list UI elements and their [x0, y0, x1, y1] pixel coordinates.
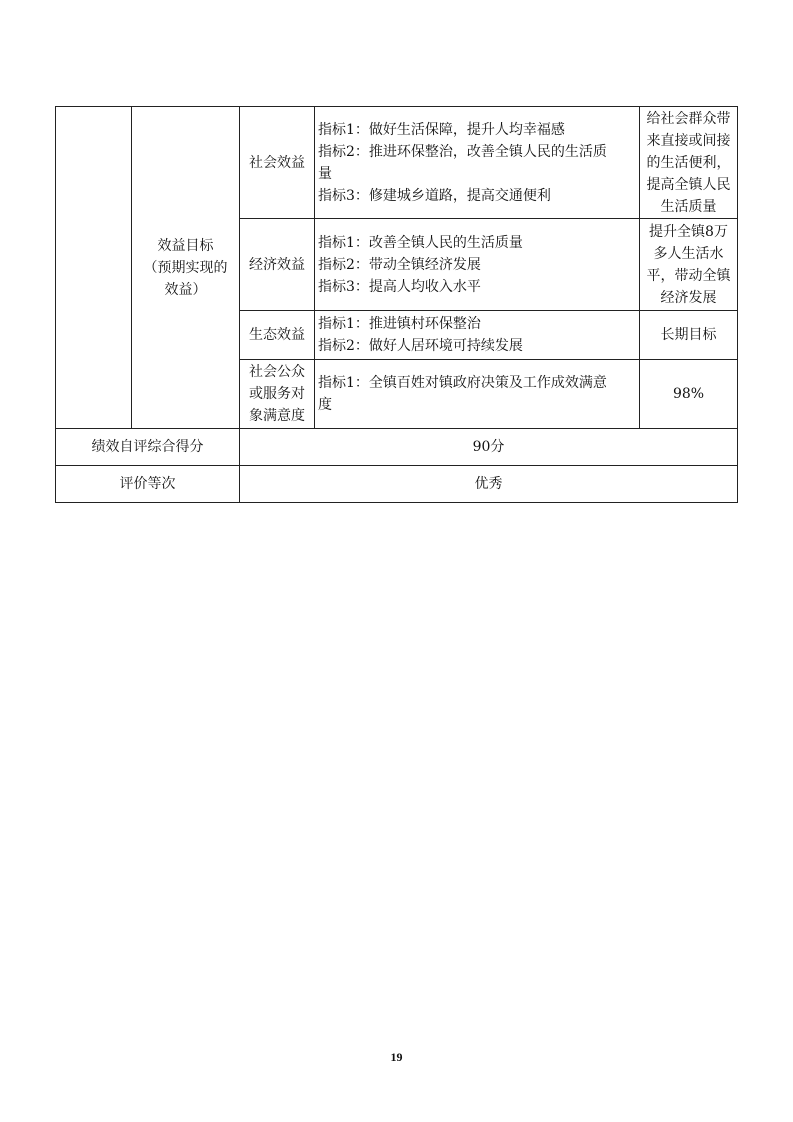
indicator-line: 指标2：带动全镇经济发展 [318, 256, 481, 273]
result-cell-satisfaction [640, 360, 738, 429]
type-cell-satisfaction [240, 360, 315, 429]
grade-row [56, 466, 738, 503]
result-cell-economic [640, 219, 738, 311]
result-line: 生活质量 [660, 198, 717, 215]
performance-table [55, 106, 738, 503]
indicator-line: 量 [318, 165, 332, 182]
type-label: 生态效益 [249, 327, 305, 343]
result-line: 给社会群众带 [646, 110, 731, 127]
indicator-line: 指标3：提高人均收入水平 [318, 278, 481, 295]
result-line: 长期目标 [660, 327, 717, 343]
grade-value: 优秀 [240, 466, 738, 503]
indicator-line: 指标2：做好人居环境可持续发展 [318, 338, 523, 354]
indicator-line: 指标1：推进镇村环保整治 [318, 316, 481, 332]
type-cell-social [240, 107, 315, 219]
indicator-line: 指标2：推进环保整治，改善全镇人民的生活质 [318, 143, 607, 160]
result-line: 来直接或间接 [646, 132, 731, 149]
category-label-line: 效益） [164, 281, 207, 298]
result-line: 平，带动全镇 [646, 267, 731, 284]
result-cell-ecological [640, 311, 738, 360]
indicators-cell-economic [315, 219, 640, 311]
type-cell-ecological [240, 311, 315, 360]
result-line: 提高全镇人民 [646, 176, 731, 193]
indicator-line: 度 [318, 397, 332, 413]
category-label-line: 效益目标 [157, 237, 214, 254]
grade-label: 评价等次 [56, 466, 240, 503]
indicator-line: 指标3：修建城乡道路，提高交通便利 [318, 187, 551, 204]
result-line: 98% [672, 386, 705, 402]
result-cell-social [640, 107, 738, 219]
type-label: 经济效益 [249, 256, 305, 273]
score-label: 绩效自评综合得分 [56, 429, 240, 466]
type-label: 社会效益 [249, 154, 305, 171]
type-label: 社会公众 [249, 364, 305, 380]
result-line: 经济发展 [660, 289, 717, 306]
indicator-line: 指标1：全镇百姓对镇政府决策及工作成效满意 [318, 375, 607, 391]
score-row [56, 429, 738, 466]
result-line: 提升全镇8万 [649, 223, 728, 240]
blank-cell [56, 107, 132, 429]
table-row [56, 107, 738, 219]
indicator-line: 指标1：做好生活保障，提升人均幸福感 [318, 121, 565, 138]
type-cell-economic [240, 219, 315, 311]
page-number: 19 [390, 1050, 403, 1064]
indicators-cell-social [315, 107, 640, 219]
result-line: 的生活便利， [646, 154, 731, 171]
category-cell [132, 107, 240, 429]
result-line: 多人生活水 [653, 245, 724, 262]
type-label: 或服务对 [249, 386, 305, 402]
indicators-cell-satisfaction [315, 360, 640, 429]
indicator-line: 指标1：改善全镇人民的生活质量 [318, 234, 523, 251]
indicators-cell-ecological [315, 311, 640, 360]
category-label-line: （预期实现的 [143, 259, 228, 276]
type-label: 象满意度 [249, 408, 305, 424]
score-value: 90分 [240, 429, 738, 466]
